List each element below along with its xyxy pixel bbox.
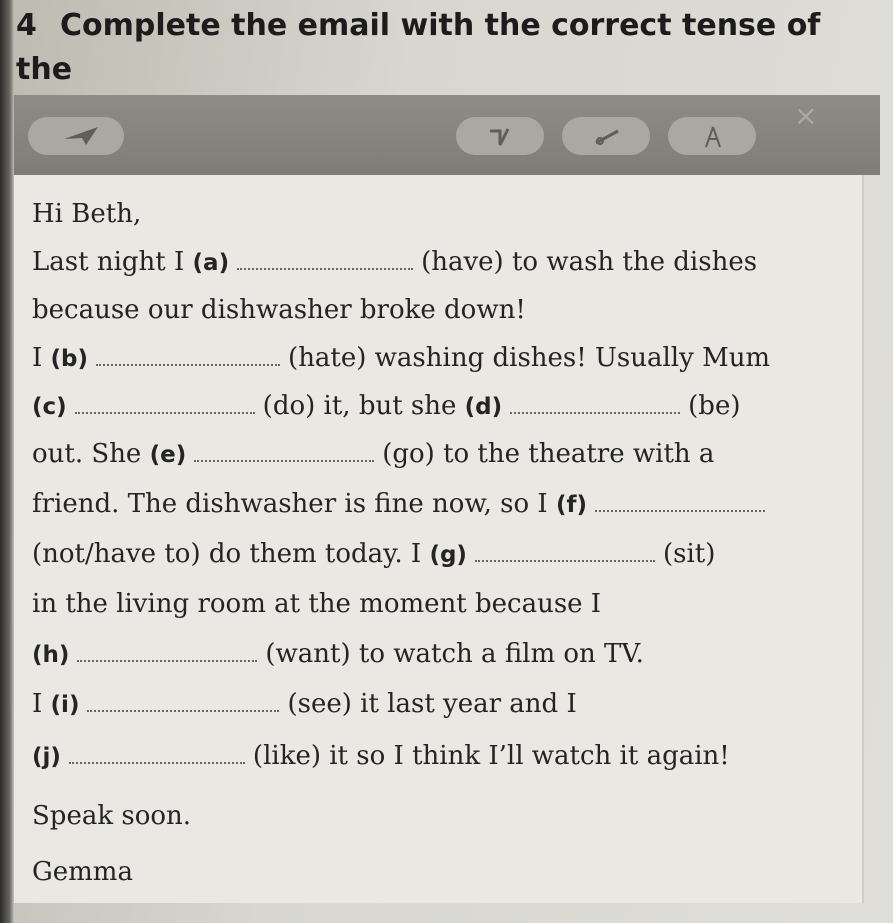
send-icon	[62, 125, 102, 147]
email-line-11	[32, 739, 730, 774]
blank-d[interactable]	[510, 410, 680, 414]
text: (see) it last year and I	[287, 689, 577, 719]
blank-b[interactable]	[96, 362, 280, 366]
text: (sit)	[662, 539, 716, 569]
gap-label-i: (i)	[50, 692, 80, 718]
format-button[interactable]	[562, 117, 650, 155]
email-line-9	[32, 637, 644, 672]
greeting: Hi Beth,	[32, 199, 142, 229]
blank-a[interactable]	[237, 266, 413, 270]
text-format-icon	[592, 125, 622, 149]
pen-icon	[698, 125, 728, 149]
instruction-line-1	[16, 4, 876, 92]
email-line-2: because our dishwasher broke down!	[32, 295, 526, 325]
blank-h[interactable]	[77, 658, 257, 662]
close-icon[interactable]: ×	[794, 99, 818, 132]
email-line-4	[32, 389, 740, 424]
gap-label-a: (a)	[192, 250, 230, 276]
blank-g[interactable]	[475, 558, 655, 562]
attach-button[interactable]	[456, 117, 544, 155]
blank-c[interactable]	[75, 410, 255, 414]
email-line-8: in the living room at the moment because I	[32, 589, 602, 619]
text: Last night I	[32, 247, 193, 277]
gap-label-g: (g)	[429, 542, 467, 568]
text: (do) it, but she	[262, 391, 465, 421]
text: (go) to the theatre with a	[382, 439, 715, 469]
text: (hate) washing dishes! Usually Mum	[288, 343, 771, 373]
text: out. She	[32, 439, 150, 469]
gap-label-j: (j)	[32, 744, 61, 770]
gap-label-f: (f)	[555, 492, 587, 518]
blank-f[interactable]	[595, 508, 765, 512]
text: (not/have to) do them today. I	[32, 539, 430, 569]
exercise-number: 4	[16, 8, 37, 43]
closing: Speak soon.	[32, 801, 192, 831]
signature: Gemma	[32, 857, 133, 887]
gap-label-b: (b)	[50, 346, 89, 372]
blank-e[interactable]	[194, 458, 374, 462]
gap-label-e: (e)	[149, 442, 187, 468]
text: (have) to wash the dishes	[421, 247, 758, 277]
email-line-1	[32, 245, 757, 280]
book-spine-shadow	[0, 0, 14, 923]
text: (want) to watch a film on TV.	[265, 639, 644, 669]
email-line-7	[32, 537, 715, 572]
email-toolbar	[14, 95, 880, 175]
email-line-5	[32, 437, 714, 472]
email-body	[14, 175, 864, 903]
text: friend. The dishwasher is fine now, so I	[32, 489, 556, 519]
pen-button[interactable]	[668, 117, 756, 155]
gap-label-c: (c)	[32, 394, 67, 420]
email-line-6	[32, 487, 773, 522]
email-line-3	[32, 341, 770, 376]
attachment-icon	[486, 125, 514, 149]
text: I	[32, 689, 51, 719]
text: (be)	[688, 391, 741, 421]
blank-j[interactable]	[69, 760, 245, 764]
send-button[interactable]	[28, 117, 124, 155]
gap-label-h: (h)	[32, 642, 70, 668]
gap-label-d: (d)	[464, 394, 503, 420]
email-line-10	[32, 687, 577, 722]
text: (like) it so I think I’ll watch it again!	[252, 741, 730, 771]
instruction-text-1: Complete the email with the correct tense of the	[16, 8, 821, 87]
text: I	[32, 343, 51, 373]
blank-i[interactable]	[87, 708, 279, 712]
